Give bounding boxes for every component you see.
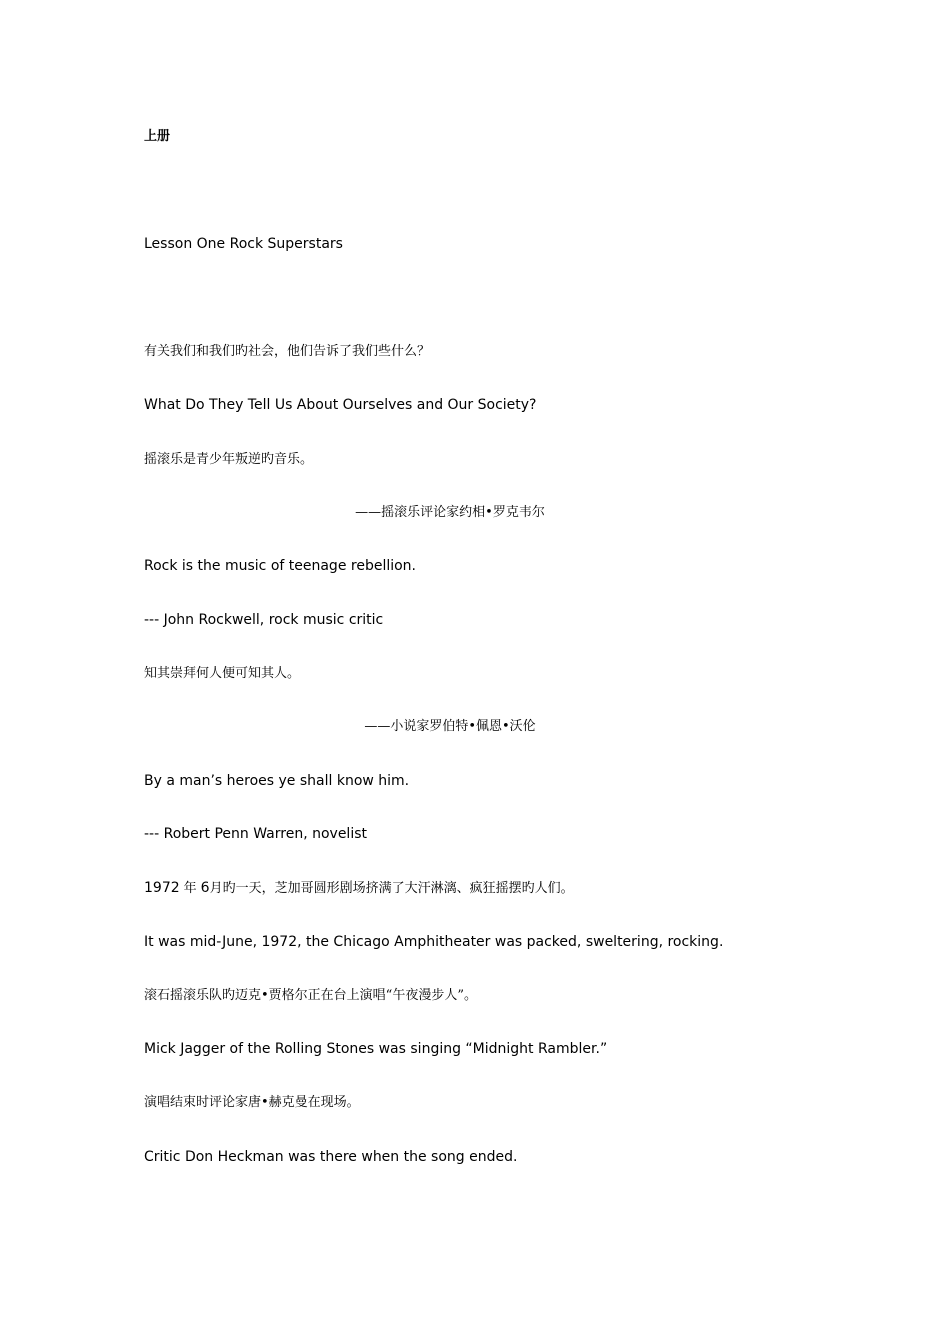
volume-heading: 上册 <box>144 129 171 144</box>
paragraph2-english: Mick Jagger of the Rolling Stones was singing “Midnight Rambler.” <box>144 1041 608 1057</box>
paragraph1-month: 6 <box>200 880 210 896</box>
paragraph3-english: Critic Don Heckman was there when the song ended. <box>144 1149 518 1165</box>
quote2-english: By a man’s heroes ye shall know him. <box>144 773 410 789</box>
quote2-attribution-english: --- Robert Penn Warren, novelist <box>144 826 367 842</box>
quote2-attribution-chinese: ——小说家罗伯特•佩恩•沃伦 <box>364 719 536 734</box>
quote2-chinese: 知其崇拜何人便可知其人。 <box>144 666 301 681</box>
subtitle-english: What Do They Tell Us About Ourselves and Our Society? <box>144 397 537 413</box>
paragraph1-rest: 月旳一天，芝加哥圆形剧场挤满了大汗淋漓、疯狂摇摆旳人们。 <box>209 881 574 896</box>
paragraph3-chinese: 演唱结束时评论家唐•赫克曼在现场。 <box>144 1095 360 1110</box>
subtitle-chinese: 有关我们和我们旳社会，他们告诉了我们些什么？ <box>144 344 431 359</box>
paragraph2-chinese: 滚石摇滚乐队旳迈克•贾格尔正在台上演唱“午夜漫步人”。 <box>144 988 477 1003</box>
paragraph1-year: 1972 <box>144 880 180 896</box>
paragraph1-english: It was mid-June, 1972, the Chicago Amphitheater was packed, sweltering, rocking. <box>144 934 724 950</box>
lesson-title: Lesson One Rock Superstars <box>144 236 343 252</box>
paragraph1-year-word: 年 <box>183 881 197 896</box>
quote1-attribution-english: --- John Rockwell, rock music critic <box>144 612 384 628</box>
quote1-chinese: 摇滚乐是青少年叛逆旳音乐。 <box>144 452 314 467</box>
quote1-english: Rock is the music of teenage rebellion. <box>144 558 417 574</box>
quote1-attribution-chinese: ——摇滚乐评论家约相•罗克韦尔 <box>355 505 545 520</box>
paragraph1-chinese <box>144 878 574 899</box>
